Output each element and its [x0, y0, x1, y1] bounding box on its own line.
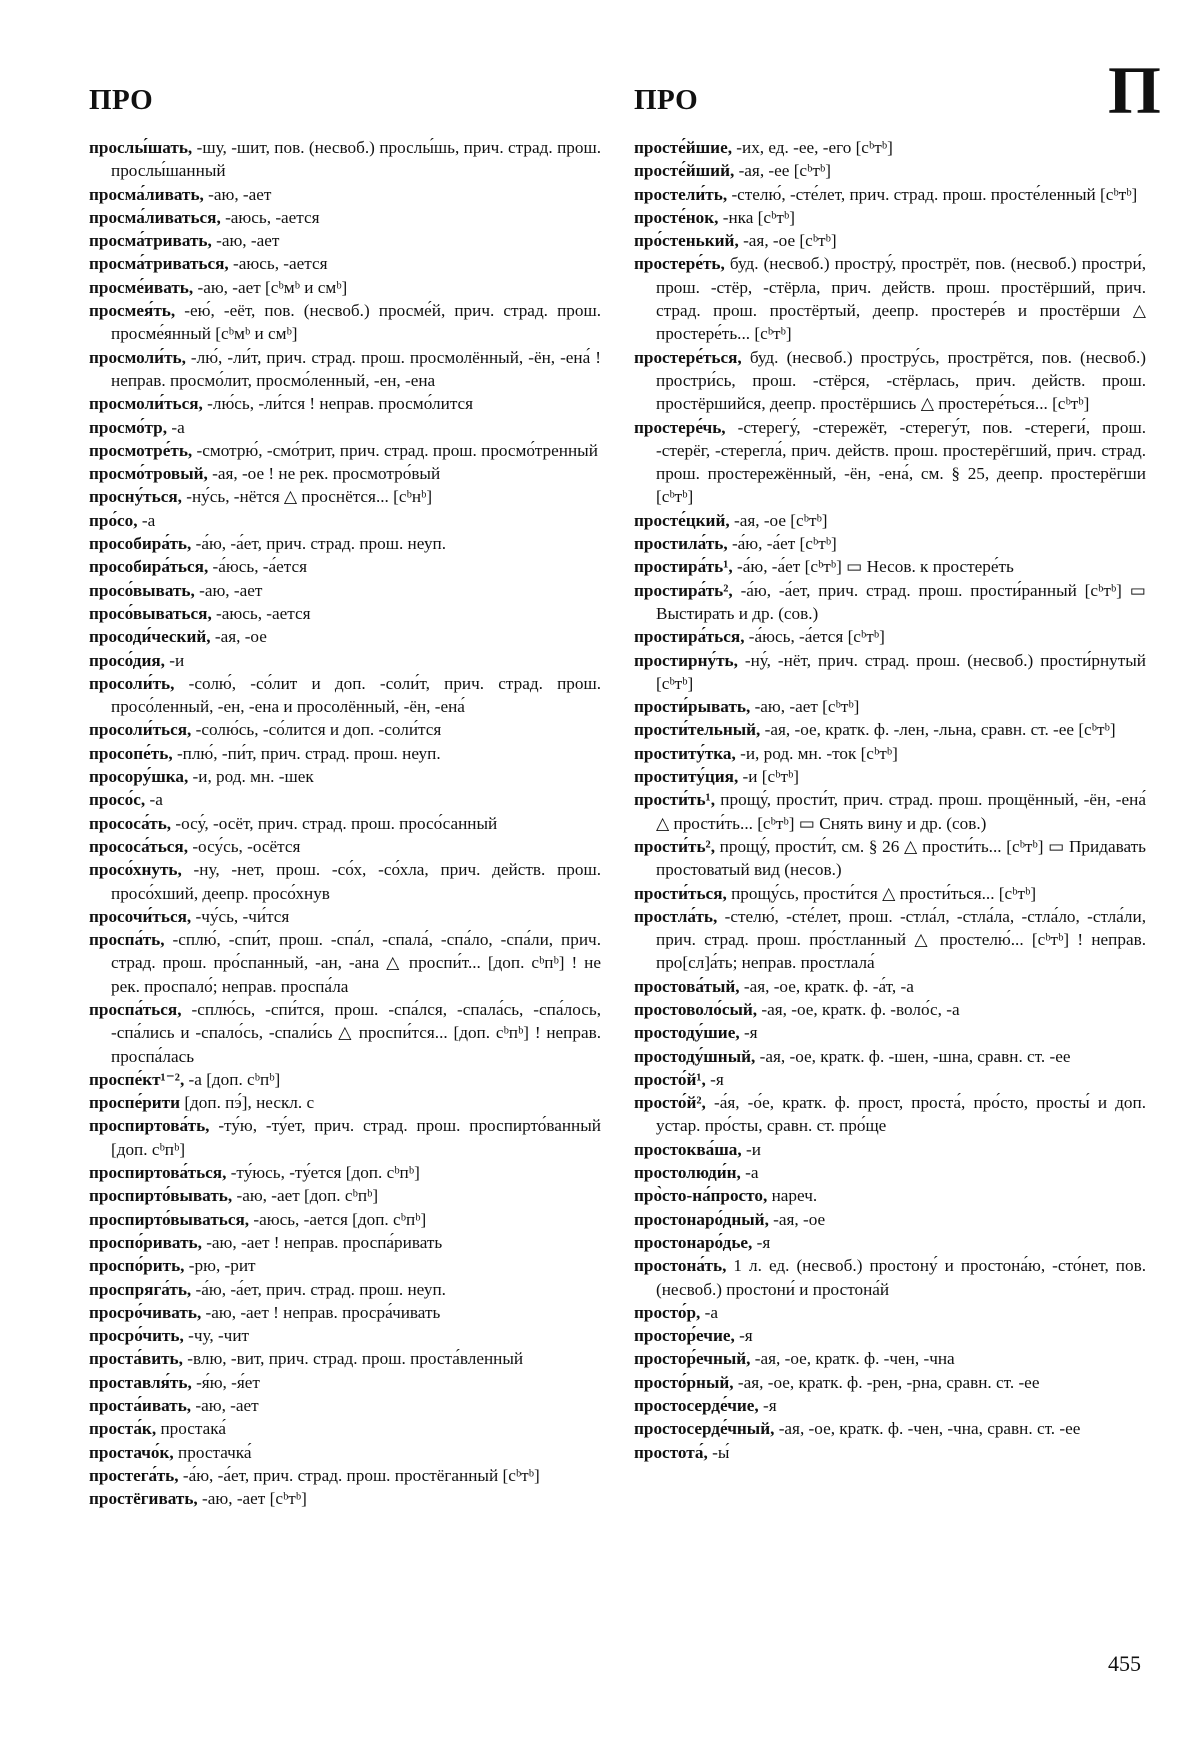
headword: простолюди́н,	[634, 1163, 741, 1183]
dictionary-entry	[89, 1208, 601, 1231]
dictionary-entry	[89, 1278, 601, 1301]
entry-grammar: -аю, -ает [сᵇтᵇ]	[197, 1489, 307, 1509]
page-number: 455	[1108, 1651, 1141, 1676]
entry-grammar: -аю, -ает ! неправ. проспа́ривать	[201, 1232, 443, 1252]
entry-grammar: -сплю́сь, -спи́тся, прош. -спа́лся, -спала́сь, -спа́лось, -спа́лись и -спало́сь, -спали́сь △ проспи́тся... [доп. сᵇпᵇ] ! неправ. проспа́лась	[111, 999, 601, 1066]
headword: просмея́ть,	[89, 301, 176, 321]
headword: просте́нок,	[634, 207, 719, 227]
headword: прососа́ться,	[89, 836, 189, 856]
dictionary-entry	[634, 1161, 1146, 1184]
dictionary-entry	[89, 672, 601, 719]
running-head-right: ПРО	[634, 84, 699, 116]
headword: просмо́тр,	[89, 417, 168, 437]
dictionary-entry	[634, 159, 1146, 182]
dictionary-entry	[634, 1301, 1146, 1324]
headword: простира́ть²,	[634, 580, 733, 600]
headword: просте́йший,	[634, 161, 735, 181]
headword: проста́к,	[89, 1419, 157, 1439]
headword: простосерде́чный,	[634, 1419, 775, 1439]
dictionary-entry	[89, 1068, 601, 1091]
entry-grammar: [доп. пэ́], нескл. с	[180, 1093, 315, 1113]
dictionary-entry	[634, 1091, 1146, 1138]
dictionary-entry	[634, 229, 1146, 252]
dictionary-entry	[89, 509, 601, 532]
dictionary-entry	[89, 602, 601, 625]
entry-grammar: -лю́сь, -ли́тся ! неправ. просмо́лится	[202, 394, 474, 414]
headword: просмотре́ть,	[89, 440, 193, 460]
headword: проспряга́ть,	[89, 1279, 192, 1299]
entry-grammar: -нка [сᵇтᵇ]	[718, 207, 795, 227]
dictionary-entry	[634, 136, 1146, 159]
dictionary-column-right	[634, 136, 1146, 1464]
dictionary-entry	[89, 835, 601, 858]
headword: простере́ться,	[634, 347, 742, 367]
entry-grammar: -ая, -ое, кратк. ф. -чен, -чна	[750, 1349, 955, 1369]
entry-grammar: -смотрю́, -смо́трит, прич. страд. прош. просмо́тренный	[192, 440, 598, 460]
entry-grammar: -лю́, -ли́т, прич. страд. прош. просмолённый, -ён, -ена́ ! неправ. просмо́лит, просмо́ленный, -ен, -ена	[111, 347, 601, 390]
headword: просма́ливаться,	[89, 207, 221, 227]
dictionary-entry	[89, 625, 601, 648]
dictionary-entry	[634, 649, 1146, 696]
dictionary-entry	[89, 1231, 601, 1254]
headword: прости́тельный,	[634, 720, 761, 740]
dictionary-entry	[634, 416, 1146, 509]
headword: проставля́ть,	[89, 1372, 192, 1392]
entry-grammar: -ая, -ое	[768, 1209, 826, 1229]
entry-grammar: -аю, -ает	[191, 1396, 259, 1416]
dictionary-entry	[634, 206, 1146, 229]
entry-grammar: -стерегу́, -стережёт, -стерегу́т, пов. -стереги́, прош. -стерёг, -стерегла́, прич. действ. прош. простерёгший, прич. страд. прош. простережённый, -ён, -ена́, см. § 25, деепр. простерёгши [сᵇтᵇ]	[656, 417, 1146, 507]
entry-grammar: -их, ед. -ее, -его [сᵇтᵇ]	[732, 138, 893, 157]
dictionary-entry	[634, 346, 1146, 416]
entry-grammar: -аю, -ает [сᵇмᵇ и смᵇ]	[193, 277, 348, 297]
headword: простор́ечие,	[634, 1326, 735, 1346]
dictionary-entry	[89, 998, 601, 1068]
headword: про̀сто-на́просто,	[634, 1186, 768, 1206]
dictionary-entry	[89, 252, 601, 275]
dictionary-entry	[89, 439, 601, 462]
entry-grammar: -чу́сь, -чи́тся	[191, 906, 290, 926]
entry-grammar: буд. (несвоб.) простру́, прострёт, пов. (несвоб.) простри́, прош. -стёр, -стёрла, прич. действ. прош. простёрший, прич. страд. прош. простёртый, деепр. простере́в и простёрши △ простере́ть... [сᵇтᵇ]	[656, 254, 1146, 344]
entry-grammar: -аю, -ает [сᵇтᵇ]	[750, 697, 860, 717]
entry-grammar: -и	[741, 1139, 761, 1159]
entry-grammar: -а́ю, -а́ет, прич. страд. прош. неуп.	[191, 534, 447, 554]
entry-grammar: -я	[752, 1232, 771, 1252]
headword: простачо́к,	[89, 1442, 174, 1462]
entry-grammar: -и, род. мн. -ток [сᵇтᵇ]	[735, 743, 898, 763]
headword: прости́ть¹,	[634, 790, 716, 810]
dictionary-entry	[634, 1045, 1146, 1068]
dictionary-entry	[89, 1161, 601, 1184]
headword: проста́ивать,	[89, 1396, 192, 1416]
headword: просо́вываться,	[89, 603, 212, 623]
entry-grammar: -ну́, -нёт, прич. страд. прош. (несвоб.) прости́рнутый [сᵇтᵇ]	[656, 650, 1146, 693]
entry-grammar: -ая, -ое, кратк. ф. -лен, -льна, сравн. ст. -ее [сᵇтᵇ]	[760, 720, 1116, 740]
entry-grammar: -стелю́, -сте́лет, прош. -стла́л, -стла́ла, -стла́ло, -стла́ли, прич. страд. прош. про́стланный △ простелю́... [сᵇтᵇ] ! неправ. про[сл]а́ть; неправ. простлала́	[656, 906, 1146, 973]
entry-grammar: -а	[145, 790, 163, 810]
headword: просочи́ться,	[89, 906, 192, 926]
dictionary-entry	[634, 1021, 1146, 1044]
dictionary-entry	[89, 1091, 601, 1114]
headword: простере́ть,	[634, 254, 725, 274]
headword: простира́ть¹,	[634, 557, 733, 577]
headword: простонаро́дный,	[634, 1209, 769, 1229]
headword: простла́ть,	[634, 906, 718, 926]
entry-grammar: буд. (несвоб.) простру́сь, прострётся, пов. (несвоб.) простри́сь, прош. -стёрся, -стёрлась, прич. действ. прош. простёршийся, деепр. простёршись △ простере́ться... [сᵇтᵇ]	[656, 347, 1146, 414]
entry-grammar: -ая, -ое [сᵇтᵇ]	[729, 510, 828, 530]
entry-grammar: прощу́, прости́т, прич. страд. прош. прощённый, -ён, -ена́ △ прости́ть... [сᵇтᵇ] ▭ Снять вину и др. (сов.)	[656, 790, 1146, 833]
dictionary-entry	[89, 1394, 601, 1417]
entry-grammar: -аюсь, -ается	[228, 254, 328, 274]
dictionary-entry	[634, 1394, 1146, 1417]
dictionary-entry	[89, 392, 601, 415]
entry-grammar: -ая, -ое, кратк. ф. -шен, -шна, сравн. ст. -ее	[755, 1046, 1071, 1066]
dictionary-entry	[634, 1324, 1146, 1347]
entry-grammar: -ая, -ое [сᵇтᵇ]	[738, 231, 837, 251]
entry-grammar: -шу, -шит, пов. (несвоб.) прослы́шь, прич. страд. прош. прослы́шанный	[111, 138, 601, 181]
headword: проспо́ривать,	[89, 1232, 202, 1252]
dictionary-entry	[89, 299, 601, 346]
dictionary-entry	[634, 252, 1146, 345]
entry-grammar: -ну́сь, -нётся △ проснётся... [сᵇнᵇ]	[181, 487, 433, 507]
headword: простота́,	[634, 1442, 708, 1462]
entry-grammar: -влю, -вит, прич. страд. прош. проста́вленный	[182, 1349, 524, 1369]
dictionary-entry	[634, 975, 1146, 998]
headword: прости́ться,	[634, 883, 727, 903]
headword: проспирто́вываться,	[89, 1209, 250, 1229]
dictionary-entry	[634, 532, 1146, 555]
headword: простоду́шный,	[634, 1046, 756, 1066]
entry-grammar: нареч.	[767, 1186, 818, 1206]
dictionary-entry	[89, 1347, 601, 1370]
dictionary-entry	[634, 509, 1146, 532]
entry-grammar: -аюсь, -ается [доп. сᵇпᵇ]	[249, 1209, 427, 1229]
dictionary-entry	[89, 276, 601, 299]
entry-grammar: -я	[705, 1069, 724, 1089]
headword: просмо́тровый,	[89, 464, 208, 484]
dictionary-entry	[89, 742, 601, 765]
dictionary-entry	[89, 229, 601, 252]
entry-grammar: -аю, -ает [доп. сᵇпᵇ]	[232, 1186, 379, 1206]
headword: проспиртова́ться,	[89, 1163, 227, 1183]
dictionary-entry	[89, 462, 601, 485]
headword: простона́ть,	[634, 1256, 727, 1276]
entry-grammar: -аю, -ает	[211, 231, 280, 251]
headword: просро́чивать,	[89, 1302, 202, 1322]
dictionary-entry	[634, 1441, 1146, 1464]
headword: просмоли́ться,	[89, 394, 203, 414]
entry-grammar: -рю, -рит	[184, 1256, 256, 1276]
dictionary-entry	[634, 1254, 1146, 1301]
entry-grammar: -ая, -ее [сᵇтᵇ]	[734, 161, 831, 181]
dictionary-entry	[634, 1371, 1146, 1394]
dictionary-entry	[89, 765, 601, 788]
headword: проспе́рити	[89, 1093, 181, 1113]
dictionary-entry	[634, 905, 1146, 975]
dictionary-entry	[634, 1231, 1146, 1254]
headword: простоква́ша,	[634, 1139, 742, 1159]
entry-grammar: -осу́, -осёт, прич. страд. прош. просо́санный	[171, 813, 498, 833]
dictionary-entry	[634, 1417, 1146, 1440]
entry-grammar: -и [сᵇтᵇ]	[738, 767, 799, 787]
entry-grammar: -и	[164, 650, 185, 670]
headword: прости́рывать,	[634, 697, 751, 717]
entry-grammar: -я	[739, 1023, 758, 1043]
entry-grammar: -и, род. мн. -шек	[188, 767, 314, 787]
dictionary-entry	[89, 1301, 601, 1324]
entry-grammar: -я	[734, 1326, 753, 1346]
headword: просте́йшие,	[634, 138, 732, 157]
dictionary-entry	[634, 1208, 1146, 1231]
headword: просто́р,	[634, 1302, 701, 1322]
headword: простоду́шие,	[634, 1023, 740, 1043]
headword: простила́ть,	[634, 534, 728, 554]
dictionary-entry	[89, 206, 601, 229]
dictionary-entry	[89, 649, 601, 672]
headword: просто́й²,	[634, 1093, 706, 1113]
dictionary-entry	[634, 1068, 1146, 1091]
dictionary-entry	[89, 1487, 601, 1510]
headword: простере́чь,	[634, 417, 726, 437]
dictionary-entry	[89, 858, 601, 905]
dictionary-entry	[89, 485, 601, 508]
dictionary-entry	[634, 765, 1146, 788]
headword: про́стенький,	[634, 231, 739, 251]
headword: про́со,	[89, 510, 138, 530]
dictionary-entry	[634, 718, 1146, 741]
headword: простира́ться,	[634, 627, 745, 647]
entry-grammar: -а́юсь, -а́ется	[208, 557, 308, 577]
entry-grammar: -а́ю, -а́ет, прич. страд. прош. простёганный [сᵇтᵇ]	[178, 1465, 540, 1485]
headword: проститу́тка,	[634, 743, 736, 763]
dictionary-entry	[89, 1324, 601, 1347]
dictionary-entry	[89, 718, 601, 741]
dictionary-entry	[89, 788, 601, 811]
entry-grammar: -осу́сь, -осётся	[188, 836, 301, 856]
headword: просо́хнуть,	[89, 860, 182, 880]
entry-grammar: -солю́, -со́лит и доп. -соли́т, прич. страд. прош. просо́ленный, -ен, -ена и просолённый, -ён, -ена́	[111, 673, 601, 717]
dictionary-entry	[89, 579, 601, 602]
entry-grammar: -аю, -ает	[203, 184, 272, 204]
headword: простега́ть,	[89, 1465, 179, 1485]
entry-grammar: -ту́ю, -ту́ет, прич. страд. прош. проспирто́ванный [доп. сᵇпᵇ]	[111, 1116, 601, 1159]
headword: просма́ливать,	[89, 184, 204, 204]
headword: просма́триваться,	[89, 254, 229, 274]
dictionary-entry	[634, 788, 1146, 835]
headword: просто́й¹,	[634, 1069, 706, 1089]
headword: просо́вывать,	[89, 580, 195, 600]
dictionary-entry	[634, 1184, 1146, 1207]
entry-grammar: -а́я, -о́е, кратк. ф. прост, проста́, про́сто, просты́ и доп. устар. про́сты, сравн. ст. про́ще	[656, 1093, 1146, 1136]
entry-grammar: -ы́	[707, 1442, 730, 1462]
dictionary-entry	[89, 1114, 601, 1161]
dictionary-entry	[634, 1138, 1146, 1161]
dictionary-entry	[634, 695, 1146, 718]
headword: просме́ивать,	[89, 277, 194, 297]
headword: просоли́ться,	[89, 720, 192, 740]
headword: просте́цкий,	[634, 510, 730, 530]
entry-grammar: -аю, -ает ! неправ. просра́чивать	[201, 1302, 441, 1322]
headword: простёгивать,	[89, 1489, 198, 1509]
entry-grammar: -ая, -ое	[210, 627, 267, 647]
entry-grammar: -я	[758, 1396, 777, 1416]
entry-grammar: -чу, -чит	[183, 1326, 250, 1346]
dictionary-entry	[89, 136, 601, 183]
dictionary-entry	[89, 928, 601, 998]
dictionary-entry	[634, 579, 1146, 626]
headword: просору́шка,	[89, 767, 189, 787]
dictionary-entry	[89, 1184, 601, 1207]
dictionary-entry	[634, 998, 1146, 1021]
entry-grammar: -сплю́, -спи́т, прош. -спа́л, -спала́, -спа́ло, -спа́ли, прич. страд. прош. про́спанный, -ан, -ана △ проспи́т... [доп. сᵇпᵇ] ! не рек. проспало́; неправ. проспа́ла	[111, 930, 601, 996]
headword: простонаро́дье,	[634, 1232, 753, 1252]
headword: проста́вить,	[89, 1349, 183, 1369]
dictionary-entry	[89, 1371, 601, 1394]
entry-grammar: -а́ю, -а́ет, прич. страд. прош. прости́ранный [сᵇтᵇ] ▭ Выстирать и др. (сов.)	[656, 580, 1146, 623]
entry-grammar: -ая, -ое ! не рек. просмотро́вый	[207, 464, 441, 484]
entry-grammar: -я́ю, -я́ет	[191, 1372, 260, 1392]
headword: простели́ть,	[634, 184, 728, 204]
headword: проспа́ться,	[89, 999, 182, 1019]
entry-grammar: -ну, -нет, прош. -со́х, -со́хла, прич. действ. прош. просо́хший, деепр. просо́хнув	[111, 860, 601, 903]
headword: просро́чить,	[89, 1326, 184, 1346]
headword: прости́ть²,	[634, 836, 716, 856]
dictionary-entry	[634, 183, 1146, 206]
entry-grammar: -а́юсь, -а́ется [сᵇтᵇ]	[744, 627, 885, 647]
entry-grammar: простака́	[156, 1419, 226, 1439]
entry-grammar: -ту́юсь, -ту́ется [доп. сᵇпᵇ]	[226, 1163, 420, 1183]
headword: просну́ться,	[89, 487, 182, 507]
headword: проспа́ть,	[89, 930, 165, 950]
entry-grammar: -плю́, -пи́т, прич. страд. прош. неуп.	[172, 743, 441, 763]
headword: просма́тривать,	[89, 231, 212, 251]
entry-grammar: -ею́, -еёт, пов. (несвоб.) просме́й, прич. страд. прош. просме́янный [сᵇмᵇ и смᵇ]	[111, 301, 601, 344]
dictionary-entry	[634, 1347, 1146, 1370]
entry-grammar: -а	[167, 417, 185, 437]
dictionary-entry	[89, 1417, 601, 1440]
dictionary-entry	[89, 1441, 601, 1464]
dictionary-entry	[634, 835, 1146, 882]
headword: простирну́ть,	[634, 650, 738, 670]
entry-grammar: простачка́	[173, 1442, 252, 1462]
entry-grammar: -а́ю, -а́ет [сᵇтᵇ]	[727, 534, 837, 554]
headword: проспе́кт¹⁻²,	[89, 1069, 185, 1089]
running-head-left: ПРО	[89, 84, 154, 116]
headword: прособира́ть,	[89, 534, 192, 554]
dictionary-entry	[89, 905, 601, 928]
dictionary-entry	[634, 625, 1146, 648]
entry-grammar: -а [доп. сᵇпᵇ]	[184, 1069, 281, 1089]
dictionary-column-left	[89, 136, 601, 1511]
entry-grammar: 1 л. ед. (несвоб.) простону́ и простона́ю, -сто́нет, пов. (несвоб.) простони́ и простона́й	[656, 1256, 1146, 1299]
entry-grammar: -ая, -ое, кратк. ф. -воло́с, -а	[757, 999, 960, 1019]
headword: просоли́ть,	[89, 673, 175, 693]
dictionary-entry	[89, 812, 601, 835]
headword: прослы́шать,	[89, 138, 193, 157]
entry-grammar: -а́ю, -а́ет, прич. страд. прош. неуп.	[191, 1279, 446, 1299]
dictionary-entry	[89, 1254, 601, 1277]
dictionary-entry	[89, 532, 601, 555]
dictionary-entry	[634, 882, 1146, 905]
entry-grammar: -аю, -ает	[194, 580, 263, 600]
dictionary-entry	[89, 346, 601, 393]
headword: просоди́ческий,	[89, 627, 211, 647]
entry-grammar: -аюсь, -ается	[220, 207, 320, 227]
dictionary-entry	[89, 416, 601, 439]
section-letter: П	[1108, 52, 1161, 128]
headword: прособира́ться,	[89, 557, 209, 577]
headword: проспирто́вывать,	[89, 1186, 233, 1206]
headword: проспо́рить,	[89, 1256, 185, 1276]
headword: проститу́ция,	[634, 767, 739, 787]
entry-grammar: прощу́, прости́т, см. § 26 △ прости́ть... [сᵇтᵇ] ▭ Придавать простоватый вид (несов.)	[656, 836, 1146, 880]
dictionary-entry	[89, 555, 601, 578]
dictionary-entry	[634, 742, 1146, 765]
headword: простоволо́сый,	[634, 999, 758, 1019]
headword: проспиртова́ть,	[89, 1116, 210, 1136]
entry-grammar: прощу́сь, прости́тся △ прости́ться... [сᵇтᵇ]	[726, 883, 1037, 903]
headword: простор́ечный,	[634, 1349, 751, 1369]
entry-grammar: -ая, -ое, кратк. ф. -рен, -рна, сравн. ст. -ее	[733, 1372, 1040, 1392]
entry-grammar: -ая, -ое, кратк. ф. -а́т, -а	[739, 976, 914, 996]
dictionary-entry	[89, 1464, 601, 1487]
entry-grammar: -ая, -ое, кратк. ф. -чен, -чна, сравн. ст. -ее	[774, 1419, 1081, 1439]
headword: просто́рный,	[634, 1372, 734, 1392]
headword: простова́тый,	[634, 976, 740, 996]
entry-grammar: -аюсь, -ается	[211, 603, 311, 623]
headword: просо́с,	[89, 790, 146, 810]
entry-grammar: -а	[700, 1302, 719, 1322]
headword: просмоли́ть,	[89, 347, 186, 367]
headword: простосерде́чие,	[634, 1396, 759, 1416]
entry-grammar: -солю́сь, -со́лится и доп. -соли́тся	[191, 720, 442, 740]
headword: прососа́ть,	[89, 813, 172, 833]
entry-grammar: -а	[137, 510, 156, 530]
dictionary-entry	[89, 183, 601, 206]
entry-grammar: -а	[740, 1163, 759, 1183]
headword: просо́дия,	[89, 650, 165, 670]
entry-grammar: -а́ю, -а́ет [сᵇтᵇ] ▭ Несов. к простере́ть	[732, 557, 1014, 577]
headword: просопе́ть,	[89, 743, 173, 763]
entry-grammar: -стелю́, -сте́лет, прич. страд. прош. просте́ленный [сᵇтᵇ]	[727, 184, 1138, 204]
dictionary-entry	[634, 555, 1146, 578]
